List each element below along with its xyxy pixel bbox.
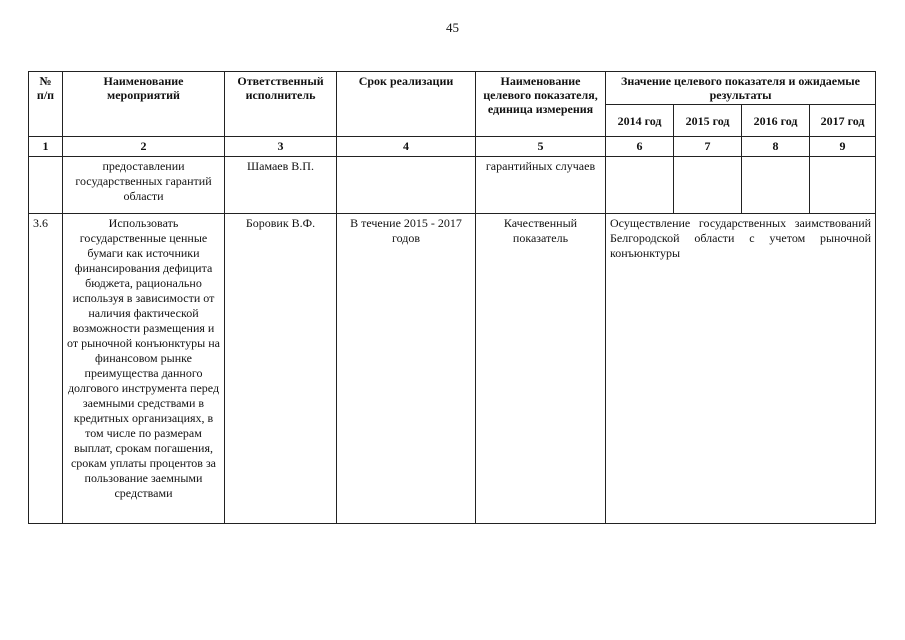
measures-table	[28, 71, 876, 524]
row-indicator: гарантийных случаев	[476, 157, 606, 214]
row-value-2015	[674, 157, 742, 214]
header-year-2016: 2016 год	[742, 105, 810, 137]
row-term: В течение 2015 - 2017 годов	[337, 214, 476, 524]
table-row	[29, 214, 876, 524]
row-result: Осуществление государственных заимствований Белгородской области с учетом рыночной конъюнктуры	[606, 214, 876, 524]
column-number: 8	[742, 137, 810, 157]
row-num: 3.6	[29, 214, 63, 524]
header-row	[29, 72, 876, 105]
header-year-2014: 2014 год	[606, 105, 674, 137]
column-number: 5	[476, 137, 606, 157]
row-event: предоставлении государственных гарантий области	[63, 157, 225, 214]
header-event: Наименование мероприятий	[63, 72, 225, 137]
header-year-2015: 2015 год	[674, 105, 742, 137]
page-number: 45	[446, 20, 459, 35]
row-num	[29, 157, 63, 214]
column-numbers-row	[29, 137, 876, 157]
column-number: 9	[810, 137, 876, 157]
row-event: Использовать государственные ценные бумаги как источники финансирования дефицита бюджета, рационально используя в зависимости от наличия фактической возможности размещения и от рыночной конъюнктуры на финансовом рынке преимущества данного долгового инструмента перед заемными средствами в кредитных организациях, в том числе по размерам выплат, срокам погашения, срокам уплаты процентов за пользование заемными средствами	[63, 214, 225, 524]
row-term	[337, 157, 476, 214]
column-number: 2	[63, 137, 225, 157]
column-number: 7	[674, 137, 742, 157]
row-executor: Боровик В.Ф.	[225, 214, 337, 524]
header-num: № п/п	[29, 72, 63, 137]
column-number: 6	[606, 137, 674, 157]
row-value-2016	[742, 157, 810, 214]
column-number: 3	[225, 137, 337, 157]
row-value-2014	[606, 157, 674, 214]
header-term: Срок реализации	[337, 72, 476, 137]
header-target: Значение целевого показателя и ожидаемые результаты	[606, 72, 876, 105]
row-executor: Шамаев В.П.	[225, 157, 337, 214]
table-row	[29, 157, 876, 214]
header-executor: Ответственный исполнитель	[225, 72, 337, 137]
row-value-2017	[810, 157, 876, 214]
row-indicator: Качественный показатель	[476, 214, 606, 524]
column-number: 4	[337, 137, 476, 157]
column-number: 1	[29, 137, 63, 157]
header-indicator: Наименование целевого показателя, единица измерения	[476, 72, 606, 137]
header-year-2017: 2017 год	[810, 105, 876, 137]
